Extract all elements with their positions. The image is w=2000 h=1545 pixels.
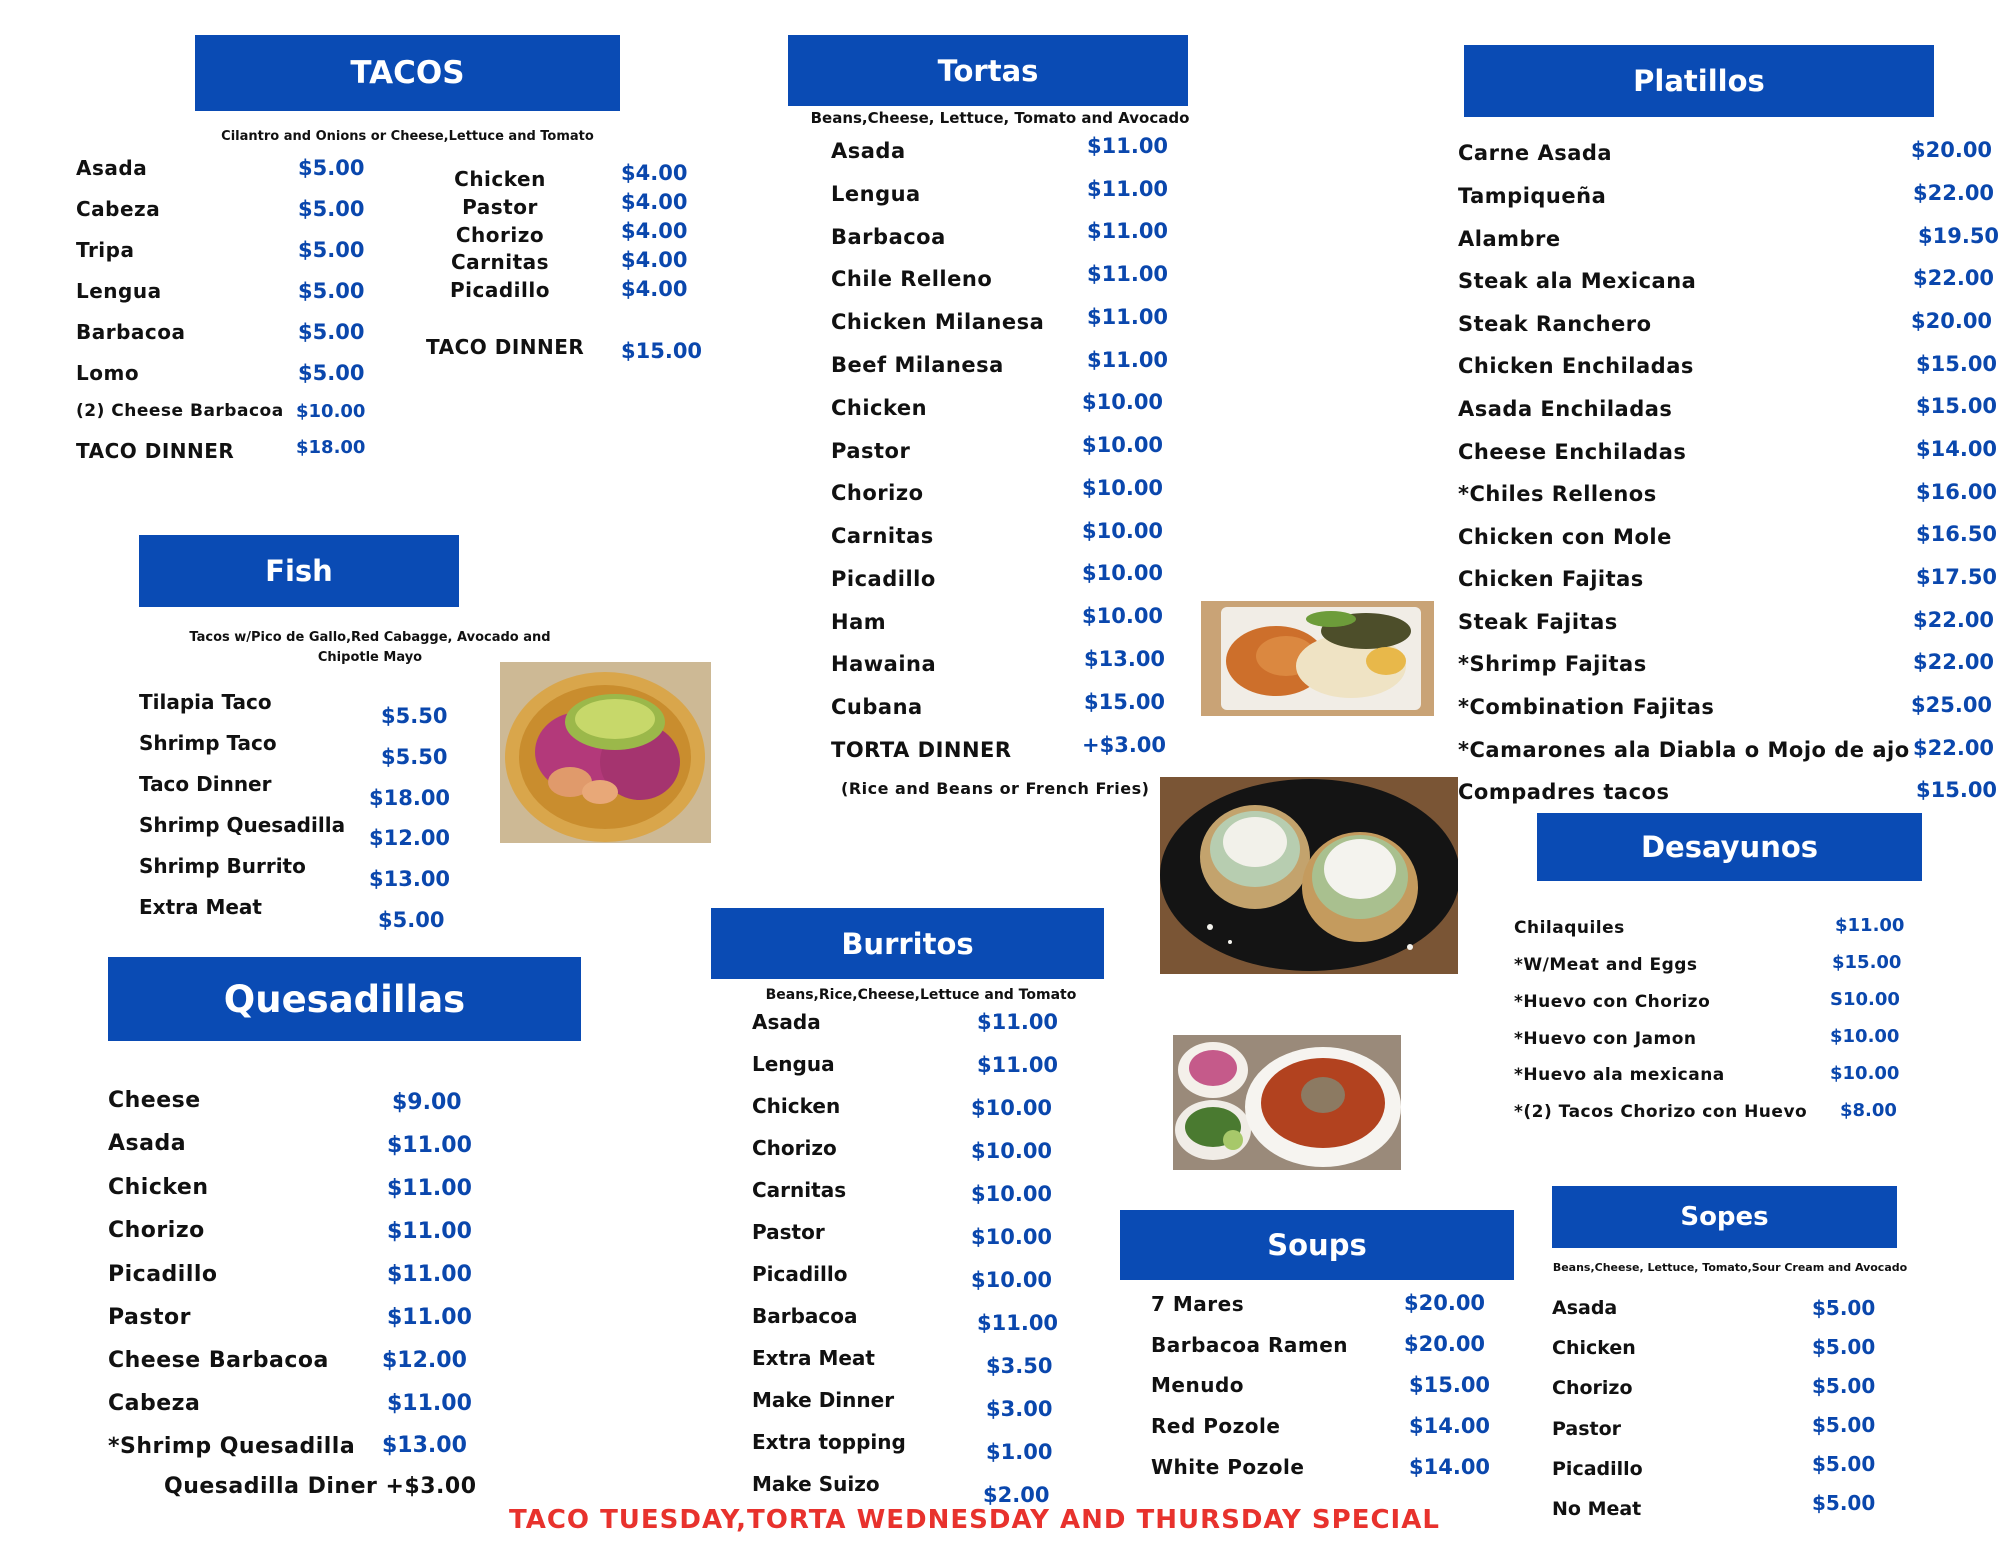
sopes-title: Sopes: [1680, 1202, 1769, 1232]
menu-item-name: Chicken: [108, 1175, 209, 1200]
menu-item-name: Beef Milanesa: [831, 353, 1004, 377]
menu-item-name: Chicken: [454, 167, 546, 191]
menu-item-price: $20.00: [1911, 138, 1993, 162]
menu-item-price: $12.00: [382, 1348, 467, 1373]
menu-item-name: Asada Enchiladas: [1458, 397, 1673, 421]
platillos-banner: [1464, 45, 1934, 117]
menu-item-price: $3.50: [986, 1354, 1053, 1378]
menu-item-name: Cubana: [831, 695, 923, 719]
menu-item-name: Lengua: [76, 279, 162, 303]
menu-item-name: Hawaina: [831, 652, 937, 676]
burritos-title: Burritos: [841, 926, 974, 961]
menu-item-price: $11.00: [1087, 134, 1169, 158]
menu-item-name: Lomo: [76, 361, 140, 385]
menu-item-name: Make Dinner: [752, 1388, 895, 1412]
menu-item-name: Chicken Milanesa: [831, 310, 1045, 334]
menu-item-name: Cheese Barbacoa: [108, 1348, 329, 1373]
menu-item-name: Tripa: [76, 238, 135, 262]
quesadillas-title: Quesadillas: [223, 977, 466, 1021]
menu-item-name: Shrimp Taco: [139, 731, 277, 755]
tortas-note: (Rice and Beans or French Fries): [841, 779, 1150, 798]
menu-item-price: $5.00: [1812, 1335, 1876, 1359]
menu-item-price: $22.00: [1913, 266, 1995, 290]
menu-item-name: Steak ala Mexicana: [1458, 269, 1697, 293]
menu-item-price: $5.00: [298, 279, 365, 303]
menu-item-price: $15.00: [1916, 352, 1998, 376]
menu-item-price: $5.50: [381, 704, 448, 728]
menu-item-price: $10.00: [1830, 1026, 1900, 1047]
menu-item-name: Red Pozole: [1151, 1414, 1281, 1438]
menu-item-name: *Shrimp Quesadilla: [108, 1434, 356, 1459]
menu-item-price: $11.00: [387, 1219, 472, 1244]
menu-item-price: $20.00: [1404, 1291, 1486, 1315]
menu-item-price: $5.00: [298, 156, 365, 180]
menu-item-name: (2) Cheese Barbacoa: [76, 401, 284, 421]
menu-item-name: Cheese Enchiladas: [1458, 440, 1687, 464]
menu-item-name: White Pozole: [1151, 1455, 1305, 1479]
menu-item-price: $2.00: [983, 1483, 1050, 1507]
menu-item-price: $11.00: [977, 1010, 1059, 1034]
menu-item-price: $5.00: [1812, 1452, 1876, 1476]
menu-item-name: Cabeza: [76, 197, 161, 221]
menu-item-price: $5.00: [298, 238, 365, 262]
menu-item-name: *Huevo con Jamon: [1514, 1029, 1697, 1049]
menu-item-name: Chicken con Mole: [1458, 525, 1672, 549]
menu-item-price: $1.00: [986, 1440, 1053, 1464]
weekly-special-banner: TACO TUESDAY,TORTA WEDNESDAY AND THURSDAY SPECIAL: [509, 1505, 1440, 1535]
menu-item-name: Barbacoa Ramen: [1151, 1333, 1349, 1357]
menu-item-name: Steak Ranchero: [1458, 312, 1652, 336]
menu-item-name: Menudo: [1151, 1373, 1244, 1397]
menu-item-name: Asada: [76, 156, 148, 180]
menu-item-price: $10.00: [971, 1139, 1053, 1163]
menu-item-name: Asada: [831, 139, 906, 163]
menu-item-price: $11.00: [977, 1053, 1059, 1077]
menu-item-name: Chicken: [831, 396, 928, 420]
menu-item-name: Chorizo: [1552, 1377, 1633, 1399]
tortas-subtitle: Beans,Cheese, Lettuce, Tomato and Avocado: [810, 109, 1190, 127]
menu-item-name: Tampiqueña: [1458, 184, 1607, 208]
desayunos-title: Desayunos: [1640, 830, 1819, 864]
menu-item-price: $10.00: [1082, 561, 1164, 585]
quesadilla-dinner: Quesadilla Diner +$3.00: [164, 1474, 477, 1499]
menu-item-name: Chicken: [1552, 1337, 1636, 1359]
menu-item-name: Pastor: [831, 439, 911, 463]
menu-item-price: $9.00: [392, 1090, 462, 1115]
menu-item-name: Extra topping: [752, 1430, 906, 1454]
menu-item-price: $4.00: [621, 161, 688, 185]
menu-item-name: No Meat: [1552, 1498, 1642, 1520]
menu-item-name: Alambre: [1458, 227, 1561, 251]
menu-item-price: $20.00: [1404, 1332, 1486, 1356]
menu-item-price: $14.00: [1409, 1455, 1491, 1479]
menu-item-price: $13.00: [1084, 647, 1166, 671]
menu-item-name: Pastor: [462, 195, 538, 219]
menu-item-name: *(2) Tacos Chorizo con Huevo: [1514, 1102, 1808, 1122]
menu-item-name: Lengua: [831, 182, 921, 206]
menu-item-name: 7 Mares: [1151, 1292, 1245, 1316]
tacos-banner: [195, 35, 620, 111]
menu-item-price: $11.00: [387, 1133, 472, 1158]
menu-item-price: $16.50: [1916, 522, 1998, 546]
menu-item-price: $11.00: [1087, 262, 1169, 286]
burritos-banner: [711, 908, 1104, 979]
menu-item-name: Extra Meat: [752, 1346, 875, 1370]
menu-item-price: $10.00: [1082, 390, 1164, 414]
menu-item-name: *W/Meat and Eggs: [1514, 955, 1698, 975]
menu-item-price: $11.00: [1087, 219, 1169, 243]
menu-item-price: $5.00: [298, 320, 365, 344]
menu-item-name: Barbacoa: [752, 1304, 858, 1328]
torta-plate-photo: [1201, 601, 1434, 716]
menu-item-price: $16.00: [1916, 480, 1998, 504]
menu-item-price: $11.00: [387, 1176, 472, 1201]
menu-item-name: Make Suizo: [752, 1472, 880, 1496]
menu-item-name: TACO DINNER: [76, 439, 235, 463]
soups-title: Soups: [1267, 1228, 1367, 1262]
menu-item-name: *Camarones ala Diabla o Mojo de ajo: [1458, 738, 1910, 762]
menu-item-price: $13.00: [369, 867, 451, 891]
menu-item-name: Picadillo: [752, 1262, 848, 1286]
menu-item-price: $18.00: [369, 786, 451, 810]
menu-item-name: Carnitas: [450, 250, 550, 274]
menu-item-price: $19.50: [1918, 224, 2000, 248]
menu-item-price: $10.00: [296, 401, 366, 422]
menu-item-name: Carne Asada: [1458, 141, 1613, 165]
menu-item-price: $5.00: [1812, 1296, 1876, 1320]
menu-item-price: $22.00: [1913, 650, 1995, 674]
menu-item-price: $17.50: [1916, 565, 1998, 589]
menu-item-name: *Chiles Rellenos: [1458, 482, 1657, 506]
menu-item-price: $10.00: [971, 1096, 1053, 1120]
menu-item-name: Cabeza: [108, 1391, 201, 1416]
menu-item-price: $5.00: [1812, 1374, 1876, 1398]
menu-item-name: Picadillo: [1552, 1458, 1643, 1480]
menu-item-price: $5.00: [378, 908, 445, 932]
fish-subtitle: Tacos w/Pico de Gallo,Red Cabagge, Avocado and Chipotle Mayo: [189, 630, 551, 665]
desayunos-banner: [1537, 813, 1922, 881]
menu-item-price: $4.00: [621, 190, 688, 214]
fish-banner: [139, 535, 459, 607]
menu-item-name: Chile Relleno: [831, 267, 993, 291]
menu-item-name: Carnitas: [831, 524, 934, 548]
menu-item-price: $11.00: [1087, 177, 1169, 201]
menu-item-name: Shrimp Burrito: [139, 854, 306, 878]
menu-item-price: $4.00: [621, 219, 688, 243]
menu-item-price: $15.00: [1916, 778, 1998, 802]
menu-item-price: $22.00: [1913, 608, 1995, 632]
menu-item-price: $5.00: [298, 361, 365, 385]
menu-item-name: Asada: [108, 1131, 187, 1156]
menu-item-name: Compadres tacos: [1458, 780, 1670, 804]
menu-item-price: $22.00: [1913, 181, 1995, 205]
menu-item-name: Extra Meat: [139, 895, 262, 919]
sopes-photo: [1160, 777, 1458, 974]
menu-item-price: $11.00: [387, 1262, 472, 1287]
menu-item-name: Chorizo: [108, 1218, 205, 1243]
menu-item-name: Ham: [831, 610, 887, 634]
menu-item-name: TACO DINNER: [426, 335, 585, 359]
menu-item-price: $22.00: [1913, 736, 1995, 760]
menu-item-name: Carnitas: [752, 1178, 847, 1202]
menu-item-price: $15.00: [1409, 1373, 1491, 1397]
menu-item-price: $5.50: [381, 745, 448, 769]
menu-item-name: *Huevo con Chorizo: [1514, 992, 1711, 1012]
menu-item-price: $15.00: [1916, 394, 1998, 418]
menu-item-name: Pastor: [752, 1220, 825, 1244]
tortas-title: Tortas: [937, 53, 1039, 88]
menu-item-price: $15.00: [621, 339, 703, 363]
menu-item-price: $11.00: [1087, 305, 1169, 329]
menu-item-price: $5.00: [1812, 1491, 1876, 1515]
menu-item-price: S10.00: [1830, 989, 1900, 1010]
menu-item-price: $5.00: [298, 197, 365, 221]
menu-item-name: Pastor: [1552, 1418, 1622, 1440]
menu-item-name: Shrimp Quesadilla: [139, 813, 346, 837]
menu-item-name: TORTA DINNER: [831, 738, 1012, 762]
menu-item-name: Chorizo: [455, 223, 545, 247]
menu-item-price: $18.00: [296, 437, 366, 458]
tortas-banner: [788, 35, 1188, 106]
tacos-title: TACOS: [350, 55, 465, 91]
menu-item-name: Picadillo: [450, 278, 550, 302]
menu-item-price: $8.00: [1840, 1100, 1897, 1121]
menu-item-name: Chicken Fajitas: [1458, 567, 1644, 591]
menu-item-price: +$3.00: [1082, 733, 1167, 757]
menu-item-price: $10.00: [1082, 604, 1164, 628]
menu-item-name: Asada: [752, 1010, 821, 1034]
fish-taco-photo: [500, 662, 711, 843]
menu-item-price: $10.00: [1082, 476, 1164, 500]
menu-item-price: $20.00: [1911, 309, 1993, 333]
menu-item-name: Lengua: [752, 1052, 835, 1076]
soup-photo: [1173, 1035, 1401, 1170]
menu-item-price: $5.00: [1812, 1413, 1876, 1437]
menu-item-name: Chilaquiles: [1514, 918, 1625, 938]
sopes-subtitle: Beans,Cheese, Lettuce, Tomato,Sour Cream and Avocado: [1552, 1261, 1908, 1274]
menu-item-name: *Shrimp Fajitas: [1458, 652, 1647, 676]
menu-item-name: Picadillo: [831, 567, 936, 591]
menu-item-name: Chorizo: [752, 1136, 837, 1160]
menu-item-price: $12.00: [369, 826, 451, 850]
menu-item-name: Chicken Enchiladas: [1458, 354, 1694, 378]
menu-item-name: Tilapia Taco: [139, 690, 272, 714]
menu-item-price: $10.00: [971, 1182, 1053, 1206]
burritos-subtitle: Beans,Rice,Cheese,Lettuce and Tomato: [765, 987, 1077, 1003]
menu-item-name: Pastor: [108, 1305, 191, 1330]
menu-item-name: *Combination Fajitas: [1458, 695, 1715, 719]
menu-item-price: $4.00: [621, 277, 688, 301]
menu-item-price: $10.00: [971, 1268, 1053, 1292]
menu-item-name: Cheese: [108, 1088, 201, 1113]
menu-item-name: Barbacoa: [76, 320, 186, 344]
quesadillas-banner: [108, 957, 581, 1041]
menu-item-price: $13.00: [382, 1433, 467, 1458]
menu-item-name: *Huevo ala mexicana: [1514, 1065, 1725, 1085]
menu-item-name: Asada: [1552, 1297, 1618, 1319]
menu-item-price: $11.00: [1087, 348, 1169, 372]
menu-item-price: $3.00: [986, 1397, 1053, 1421]
menu-item-price: $15.00: [1084, 690, 1166, 714]
platillos-title: Platillos: [1633, 64, 1765, 98]
menu-item-name: Chorizo: [831, 481, 924, 505]
menu-item-price: $10.00: [1082, 519, 1164, 543]
menu-item-price: $10.00: [971, 1225, 1053, 1249]
fish-title: Fish: [265, 554, 333, 588]
menu-item-name: Barbacoa: [831, 225, 946, 249]
tacos-subtitle: Cilantro and Onions or Cheese,Lettuce and Tomato: [221, 129, 594, 144]
menu-item-price: $10.00: [1082, 433, 1164, 457]
menu-item-price: $15.00: [1832, 952, 1902, 973]
menu-item-price: $11.00: [1835, 915, 1905, 936]
menu-item-price: $25.00: [1911, 693, 1993, 717]
soups-banner: [1120, 1210, 1514, 1280]
menu-item-price: $14.00: [1916, 437, 1998, 461]
sopes-banner: [1552, 1186, 1897, 1248]
menu-item-price: $4.00: [621, 248, 688, 272]
menu-item-price: $10.00: [1830, 1063, 1900, 1084]
menu-item-name: Picadillo: [108, 1262, 218, 1287]
menu-item-name: Taco Dinner: [139, 772, 272, 796]
menu-item-price: $11.00: [387, 1305, 472, 1330]
menu-item-price: $14.00: [1409, 1414, 1491, 1438]
menu-item-name: Steak Fajitas: [1458, 610, 1618, 634]
menu-item-name: Chicken: [752, 1094, 841, 1118]
menu-item-price: $11.00: [387, 1391, 472, 1416]
menu-item-price: $11.00: [977, 1311, 1059, 1335]
